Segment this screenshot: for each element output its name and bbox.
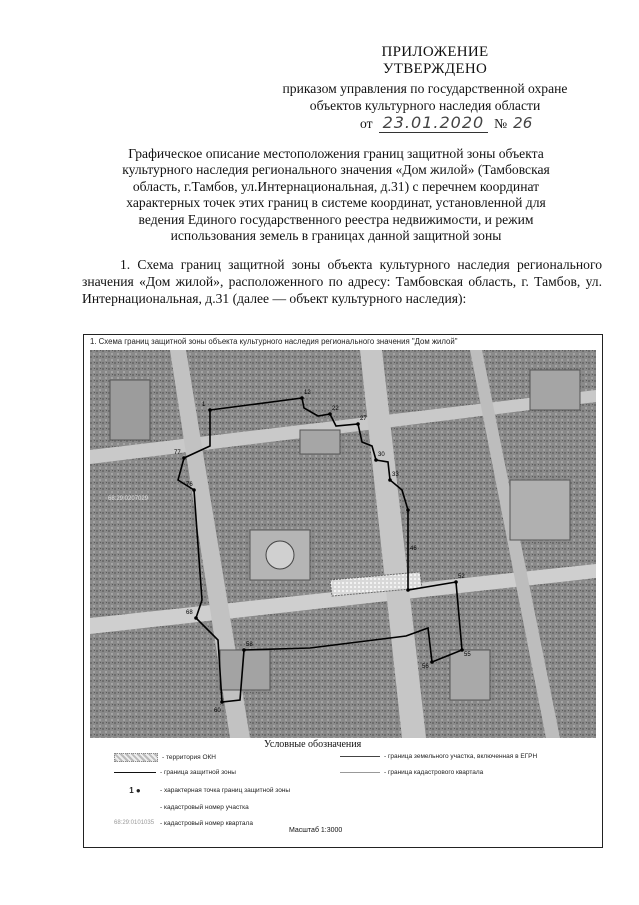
map-frame — [83, 334, 603, 848]
boundary-point — [388, 478, 392, 482]
legend-item-zone: - граница защитной зоны — [114, 769, 236, 776]
building-dome — [266, 541, 294, 569]
appendix-header — [330, 44, 540, 78]
order-line-1: приказом управления по государственной охране — [282, 81, 568, 96]
point-label: 30 — [378, 452, 385, 458]
building — [110, 380, 150, 440]
point-label: 27 — [360, 416, 367, 422]
document-description — [66, 146, 606, 244]
point-label: 46 — [410, 546, 417, 552]
point-label: 76 — [186, 482, 193, 488]
legend-item-quarter-border: - граница кадастрового квартала — [340, 769, 483, 776]
aerial-map-svg — [90, 350, 596, 738]
boundary-point — [454, 580, 458, 584]
order-date-number — [360, 113, 532, 133]
building — [530, 370, 580, 410]
section-1-paragraph: 1. Схема границ защитной зоны объекта культурного наследия регионального значения «Дом жилой», расположенного по адресу: Тамбовская область, г. Тамбов, ул. Интернациональная, д.31 (далее — объект культурного наследия): — [82, 257, 602, 306]
zone-swatch — [114, 772, 156, 773]
point-label: 33 — [392, 472, 399, 478]
okn-swatch — [114, 753, 158, 762]
point-label: 55 — [464, 652, 471, 658]
point-label: 56 — [422, 664, 429, 670]
order-date: 23.01.2020 — [379, 113, 489, 133]
point-label: 22 — [332, 406, 339, 412]
point-label: 58 — [246, 642, 253, 648]
boundary-point — [220, 700, 224, 704]
boundary-point — [182, 456, 186, 460]
building — [220, 650, 270, 690]
map-title: 1. Схема границ защитной зоны объекта культурного наследия регионального значения "Дом жилой" — [90, 337, 458, 346]
legend-item-parcel: - кадастровый номер участка — [114, 803, 249, 811]
cadastral-quarter-label: 68:29:0207029 — [108, 496, 149, 502]
number-label: № — [494, 116, 508, 131]
description-line: использования земель в границах данной защитной зоны — [170, 228, 502, 244]
boundary-point — [192, 488, 196, 492]
parcel-swatch — [114, 803, 156, 811]
description-line: ведения Единого государственного реестра недвижимости, и режим — [138, 211, 534, 227]
boundary-point — [242, 648, 246, 652]
point-swatch: 1 ● — [129, 785, 141, 795]
description-line: характерных точек этих границ в системе координат, установленной для — [126, 195, 546, 211]
boundary-point — [194, 616, 198, 620]
point-label: 60 — [214, 708, 221, 714]
boundary-point — [328, 412, 332, 416]
approved-label: УТВЕРЖДЕНО — [382, 61, 488, 77]
legend-item-point: 1 ● - характерная точка границ защитной зоны — [114, 786, 290, 794]
aerial-map — [90, 350, 596, 738]
egrn-swatch — [340, 756, 380, 757]
quarter-number-swatch: 68:29:0101035 — [114, 820, 155, 826]
point-label: 77 — [174, 450, 181, 456]
building — [300, 430, 340, 454]
legend-title: Условные обозначения — [264, 739, 362, 750]
legend-item-egrn: - граница земельного участка, включенная в ЕГРН — [340, 753, 537, 760]
boundary-point — [430, 660, 434, 664]
order-reference — [255, 80, 595, 114]
description-line: культурного наследия регионального значения «Дом жилой» (Тамбовская — [122, 162, 550, 178]
point-label: 1 — [202, 402, 206, 408]
building — [510, 480, 570, 540]
point-label: 68 — [186, 610, 193, 616]
order-line-2: объектов культурного наследия области — [309, 98, 541, 113]
legend-item-quarter-number: 68:29:0101035 - кадастровый номер квартала — [114, 819, 253, 827]
appendix-title: ПРИЛОЖЕНИЕ — [381, 44, 489, 60]
order-number: 26 — [513, 114, 533, 132]
quarter-border-swatch — [340, 772, 380, 773]
boundary-point — [406, 508, 410, 512]
legend-item-okn: - территория ОКН — [114, 753, 216, 762]
boundary-point — [406, 588, 410, 592]
boundary-point — [374, 458, 378, 462]
description-line: Графическое описание местоположения границ защитной зоны объекта — [128, 146, 544, 161]
description-line: область, г.Тамбов, ул.Интернациональная, д.31) с перечнем координат — [132, 178, 540, 194]
point-label: 12 — [304, 390, 311, 396]
boundary-point — [356, 422, 360, 426]
from-label: от — [360, 116, 373, 131]
boundary-point — [300, 396, 304, 400]
point-label: 52 — [458, 574, 465, 580]
boundary-point — [208, 408, 212, 412]
map-scale: Масштаб 1:3000 — [289, 827, 343, 834]
